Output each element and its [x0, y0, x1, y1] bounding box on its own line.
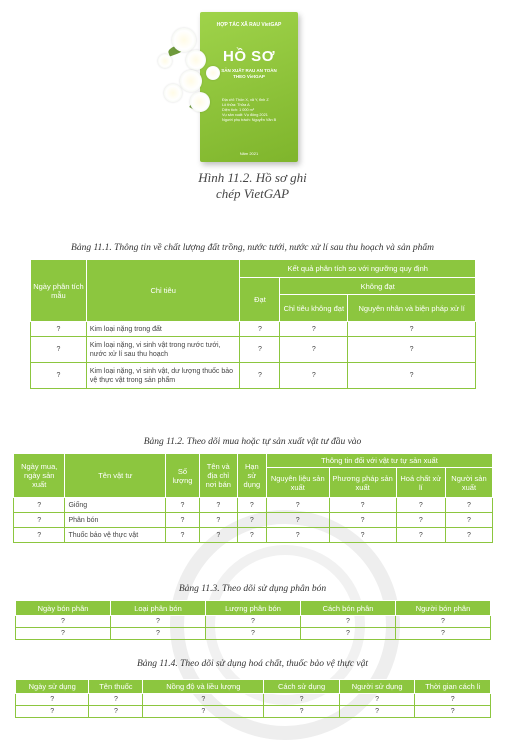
table1-header-fail: Không đạt — [280, 278, 476, 295]
table2-caption: Bảng 11.2. Theo dõi mua hoặc tự sản xuất vật tư đầu vào — [143, 437, 362, 447]
table-row — [31, 363, 476, 389]
table2-header-name: Tên vật tư — [65, 454, 166, 498]
table-row — [14, 513, 493, 528]
table2-cell: ? — [329, 513, 396, 528]
table2-cell: ? — [166, 513, 200, 528]
table4-cell: ? — [264, 694, 340, 706]
table3-cell: ? — [16, 628, 111, 640]
table4-header: Cách sử dụng — [264, 680, 340, 694]
table4-header: Nồng độ và liều lượng — [143, 680, 264, 694]
table1-cell: ? — [31, 337, 87, 363]
table2-cell: ? — [237, 513, 266, 528]
table3-cell: ? — [206, 628, 301, 640]
flower-icon — [180, 70, 202, 92]
table3-header: Người bón phân — [396, 601, 491, 616]
figure-caption-line-1: Hình 11.2. Hồ sơ ghi — [198, 170, 307, 185]
table2-header-treat: Hoá chất xử lí — [396, 468, 445, 498]
flower-icon — [172, 28, 196, 52]
table3-cell: ? — [111, 628, 206, 640]
table4-caption: Bảng 11.4. Theo dõi sử dụng hoá chất, thuốc bảo vệ thực vật — [136, 659, 369, 669]
table1-cell: ? — [31, 322, 87, 337]
table1-cell: ? — [348, 337, 476, 363]
table1-cell: ? — [348, 363, 476, 389]
table2-cell: ? — [266, 498, 329, 513]
table-11-1 — [30, 259, 476, 389]
table3-cell: ? — [396, 628, 491, 640]
table2-cell: ? — [237, 498, 266, 513]
cover-title: HỒ SƠ — [223, 48, 275, 65]
table2-cell: ? — [445, 498, 492, 513]
table-11-3 — [15, 600, 491, 640]
flower-icon — [158, 54, 172, 68]
table4-header: Người sử dụng — [339, 680, 415, 694]
table1-cell: Kim loại nặng, vi sinh vật, dư lượng thuốc bảo vệ thực vật trong sản phẩm — [86, 363, 240, 389]
cover-info-line: Vụ sản xuất: Vụ đông 2021 — [222, 113, 268, 117]
table2-cell: ? — [445, 513, 492, 528]
table4-header: Ngày sử dụng — [16, 680, 89, 694]
flower-icon — [190, 92, 210, 112]
table2-cell: ? — [166, 528, 200, 543]
table4-cell: ? — [415, 706, 491, 718]
table-row — [14, 498, 493, 513]
table1-cell: ? — [280, 322, 348, 337]
table4-cell: ? — [16, 706, 89, 718]
table2-cell: Giống — [65, 498, 166, 513]
table-row — [16, 694, 491, 706]
table1-caption: Bảng 11.1. Thông tin về chất lượng đất trồng, nước tưới, nước xử lí sau thu hoạch và sản phẩm — [71, 243, 434, 253]
table4-cell: ? — [339, 706, 415, 718]
table2-cell: ? — [237, 528, 266, 543]
table2-header-expiry: Hạn sử dụng — [237, 454, 266, 498]
table2-cell: ? — [14, 498, 65, 513]
table4-cell: ? — [339, 694, 415, 706]
flower-icon — [186, 50, 206, 70]
table2-cell: ? — [266, 528, 329, 543]
table2-cell: ? — [266, 513, 329, 528]
table1-cell: ? — [240, 363, 280, 389]
table1-cell: Kim loại nặng trong đất — [86, 322, 240, 337]
table2-header-method: Phương pháp sản xuất — [329, 468, 396, 498]
table3-caption: Bảng 11.3. Theo dõi sử dụng phân bón — [178, 584, 327, 594]
table4-header: Thời gian cách li — [415, 680, 491, 694]
table2-cell: Thuốc bảo vệ thực vật — [65, 528, 166, 543]
flower-icon — [164, 84, 182, 102]
cover-year: Năm 2021 — [239, 151, 259, 156]
table1-header-criteria: Chỉ tiêu — [86, 260, 240, 322]
cover-info — [222, 98, 276, 123]
table-row — [16, 628, 491, 640]
table-row — [16, 616, 491, 628]
table2-cell: ? — [14, 513, 65, 528]
cover-info-line: Diện tích: 1 000 m² — [222, 108, 255, 112]
table2-cell: ? — [166, 498, 200, 513]
table1-header-fail-criteria: Chỉ tiêu không đạt — [280, 295, 348, 322]
table3-cell: ? — [111, 616, 206, 628]
table1-header-date: Ngày phân tích mẫu — [31, 260, 87, 322]
table1-cell: Kim loại nặng, vi sinh vật trong nước tưới, nước xử lí sau thu hoạch — [86, 337, 240, 363]
table3-cell: ? — [206, 616, 301, 628]
record-book — [200, 12, 298, 162]
table1-cell: ? — [240, 337, 280, 363]
table1-header-pass: Đạt — [240, 278, 280, 322]
table4-cell: ? — [143, 706, 264, 718]
table2-cell: ? — [14, 528, 65, 543]
table2-cell: ? — [396, 498, 445, 513]
table-11-2 — [13, 453, 493, 543]
table3-cell: ? — [16, 616, 111, 628]
flower-icon — [206, 66, 220, 80]
cover-subtitle-line-2: THEO VietGAP — [233, 74, 265, 79]
table2-header-material: Nguyên liệu sản xuất — [266, 468, 329, 498]
table-11-4 — [15, 679, 491, 718]
table1-header-fail-cause: Nguyên nhân và biện pháp xử lí — [348, 295, 476, 322]
table1-header-result: Kết quả phân tích so với ngưỡng quy định — [240, 260, 476, 278]
cover-info-line: Địa chỉ: Thôn X, xã Y, tỉnh Z — [222, 98, 269, 102]
table2-cell: Phân bón — [65, 513, 166, 528]
cover-info-line: Người phụ trách: Nguyễn Văn B — [222, 118, 277, 122]
table2-cell: ? — [396, 528, 445, 543]
table1-cell: ? — [348, 322, 476, 337]
table2-header-supplier: Tên và địa chỉ nơi bán — [199, 454, 237, 498]
table3-header: Cách bón phân — [301, 601, 396, 616]
table2-header-info: Thông tin đối với vật tư tự sản xuất — [266, 454, 492, 468]
table2-header-qty: Số lượng — [166, 454, 200, 498]
table1-cell: ? — [280, 363, 348, 389]
table-row — [31, 322, 476, 337]
table-row — [16, 706, 491, 718]
table4-cell: ? — [89, 694, 143, 706]
table3-header: Loại phân bón — [111, 601, 206, 616]
table4-cell: ? — [16, 694, 89, 706]
table2-cell: ? — [199, 513, 237, 528]
table3-header: Lượng phân bón — [206, 601, 301, 616]
figure-caption-line-2: chép VietGAP — [215, 186, 290, 201]
table2-cell: ? — [445, 528, 492, 543]
table4-header: Tên thuốc — [89, 680, 143, 694]
table4-cell: ? — [264, 706, 340, 718]
table3-header: Ngày bón phân — [16, 601, 111, 616]
table1-cell: ? — [31, 363, 87, 389]
table3-cell: ? — [301, 616, 396, 628]
cover-cooperative: HỢP TÁC XÃ RAU VietGAP — [216, 22, 282, 28]
table4-cell: ? — [89, 706, 143, 718]
table2-header-date: Ngày mua, ngày sản xuất — [14, 454, 65, 498]
table2-cell: ? — [329, 528, 396, 543]
table4-cell: ? — [143, 694, 264, 706]
table2-cell: ? — [199, 498, 237, 513]
table-row — [14, 528, 493, 543]
table-row — [31, 337, 476, 363]
table2-cell: ? — [199, 528, 237, 543]
table3-cell: ? — [396, 616, 491, 628]
table4-cell: ? — [415, 694, 491, 706]
table3-cell: ? — [301, 628, 396, 640]
cover-subtitle-line-1: SẢN XUẤT RAU AN TOÀN — [221, 68, 277, 73]
table2-header-producer: Người sản xuất — [445, 468, 492, 498]
table2-cell: ? — [329, 498, 396, 513]
table1-cell: ? — [280, 337, 348, 363]
cover-info-line: Lô thửa: Thửa A — [222, 103, 250, 107]
table1-cell: ? — [240, 322, 280, 337]
table2-cell: ? — [396, 513, 445, 528]
book-cover-illustration — [150, 6, 300, 166]
figure-caption — [0, 170, 505, 202]
